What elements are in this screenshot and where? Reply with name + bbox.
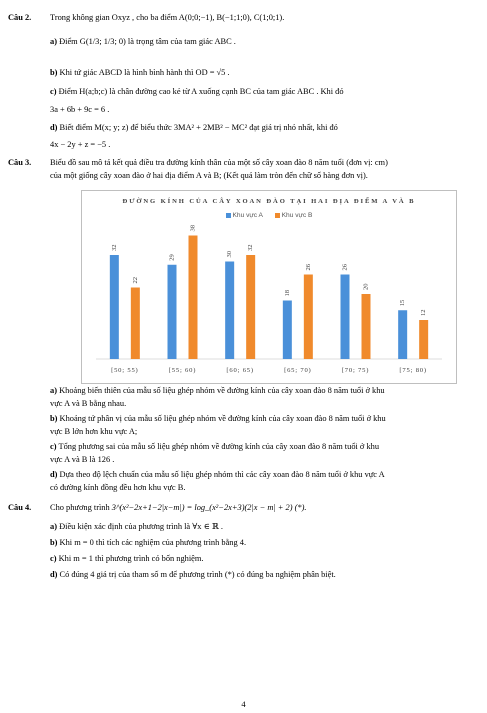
q3-d-text2: có đường kính đồng đều hơn khu vực B. bbox=[50, 483, 186, 492]
q2-a-label: a) bbox=[50, 37, 57, 46]
category-label-1: [55; 60) bbox=[168, 367, 197, 374]
q4-b-text: Khi m = 0 thì tích các nghiệm của phương trình bằng 4. bbox=[59, 538, 247, 547]
q4-d-label: d) bbox=[50, 570, 58, 579]
q2-c-text1: Điểm H(a;b;c) là chân đường cao kẻ từ A xuống cạnh BC của tam giác ABC . Khi đó bbox=[58, 87, 344, 96]
bar-a-2 bbox=[225, 262, 234, 360]
q2-b-label: b) bbox=[50, 68, 58, 77]
q3-a-label: a) bbox=[50, 386, 57, 395]
q3-b-text1: Khoảng tứ phân vị của mẫu số liệu ghép nhóm về đường kính của cây xoan đào 8 năm tuổi ở khu bbox=[59, 414, 386, 423]
q3-a-text2: vực A và B bằng nhau. bbox=[50, 399, 127, 408]
data-label-b-5: 12 bbox=[420, 309, 428, 316]
q4-b-label: b) bbox=[50, 538, 58, 547]
q4-equation: 3^(x²−2x+1−2|x−m|) = log_(x²−2x+3)(2|x − m| + 2) (*). bbox=[111, 503, 307, 512]
q4-a-text: Điều kiện xác định của phương trình là ∀x ∈ ℝ . bbox=[59, 522, 224, 531]
q2-a-text: Điểm G(1/3; 1/3; 0) là trọng tâm của tam giác ABC . bbox=[59, 37, 236, 46]
q4-label: Câu 4. bbox=[8, 503, 32, 512]
bar-a-5 bbox=[398, 310, 407, 359]
category-label-0: [50; 55) bbox=[111, 367, 139, 374]
page-number: 4 bbox=[241, 699, 246, 709]
q3-b-text2: vực B lớn hơn khu vực A; bbox=[50, 427, 138, 436]
bar-a-1 bbox=[168, 265, 177, 359]
q4-intro: Cho phương trình bbox=[50, 503, 110, 512]
q3-label: Câu 3. bbox=[8, 158, 32, 167]
chart-title: ĐƯỜNG KÍNH CỦA CÂY XOAN ĐÀO TẠI HAI ĐỊA ĐIỂM A VÀ B bbox=[122, 198, 416, 205]
q4-c-label: c) bbox=[50, 554, 57, 563]
q3-d-label: d) bbox=[50, 470, 58, 479]
q3-intro1: Biểu đồ sau mô tả kết quả điều tra đường kính thân của một số cây xoan đào 8 năm tuổi (đơn vị: cm) bbox=[50, 158, 388, 167]
bar-b-5 bbox=[419, 320, 428, 359]
data-label-b-3: 26 bbox=[304, 263, 312, 271]
q4-d-text: Có đúng 4 giá trị của tham số m để phương trình (*) có đúng ba nghiệm phân biệt. bbox=[59, 570, 336, 579]
bar-b-2 bbox=[246, 255, 255, 359]
category-label-4: [70; 75) bbox=[341, 367, 370, 374]
bar-chart bbox=[82, 191, 456, 383]
q3-a-text1: Khoảng biến thiên của mẫu số liệu ghép nhóm về đường kính của cây xoan đào 8 năm tuổi ở khu bbox=[59, 386, 385, 395]
bar-a-3 bbox=[283, 301, 292, 360]
bar-b-4 bbox=[362, 294, 371, 359]
category-label-2: [60; 65) bbox=[226, 367, 254, 374]
q3-c-text1: Tổng phương sai của mẫu số liệu ghép nhóm về đường kính của cây xoan đào 8 năm tuổi ở khu bbox=[58, 442, 380, 451]
q2-d-text1: Biết điểm M(x; y; z) để biểu thức 3MA² + 2MB² − MC² đạt giá trị nhỏ nhất, khi đó bbox=[59, 123, 338, 132]
chart-container bbox=[81, 190, 457, 384]
data-label-b-2: 32 bbox=[247, 244, 255, 251]
data-label-a-1: 29 bbox=[168, 254, 176, 261]
q2-c-label: c) bbox=[50, 87, 57, 96]
q4-c-text: Khi m = 1 thì phương trình có bốn nghiệm. bbox=[58, 554, 204, 563]
data-label-a-4: 26 bbox=[341, 263, 349, 271]
q2-b-text: Khi tứ giác ABCD là hình bình hành thì OD = √5 . bbox=[59, 68, 230, 77]
legend-label-a: Khu vực A bbox=[232, 212, 263, 219]
q2-c-text2: 3a + 6b + 9c = 6 . bbox=[50, 105, 110, 114]
bar-b-1 bbox=[189, 236, 198, 360]
bar-a-4 bbox=[341, 275, 350, 360]
bar-b-0 bbox=[131, 288, 140, 360]
q3-c-label: c) bbox=[50, 442, 57, 451]
data-label-b-1: 38 bbox=[189, 224, 197, 232]
data-label-a-3: 18 bbox=[283, 289, 291, 297]
data-label-a-5: 15 bbox=[399, 299, 407, 307]
q3-d-text1: Dựa theo độ lệch chuẩn của mẫu số liệu ghép nhóm thì các cây xoan đào 8 năm tuổi ở khu vực A bbox=[59, 470, 385, 479]
q2-d-text2: 4x − 2y + z = −5 . bbox=[50, 140, 111, 149]
q2-d-label: d) bbox=[50, 123, 58, 132]
q3-b-label: b) bbox=[50, 414, 58, 423]
data-label-b-4: 20 bbox=[362, 283, 370, 290]
legend-label-b: Khu vực B bbox=[281, 212, 313, 219]
data-label-a-0: 32 bbox=[110, 244, 118, 251]
q3-c-text2: vực A và B là 126 . bbox=[50, 455, 115, 464]
data-label-a-2: 30 bbox=[226, 250, 234, 258]
category-label-3: [65; 70) bbox=[284, 367, 312, 374]
q4-a-label: a) bbox=[50, 522, 57, 531]
q2-intro: Trong không gian Oxyz , cho ba điểm A(0;0;−1), B(−1;1;0), C(1;0;1). bbox=[50, 13, 285, 22]
q2-label: Câu 2. bbox=[8, 13, 32, 22]
q3-intro2: của một giống cây xoan đào ở hai địa điểm A và B; (Kết quả làm tròn đến chữ số hàng đơn vị). bbox=[50, 171, 368, 180]
bar-b-3 bbox=[304, 275, 313, 360]
data-label-b-0: 22 bbox=[131, 276, 139, 284]
category-label-5: [75; 80) bbox=[399, 367, 427, 374]
bar-a-0 bbox=[110, 255, 119, 359]
